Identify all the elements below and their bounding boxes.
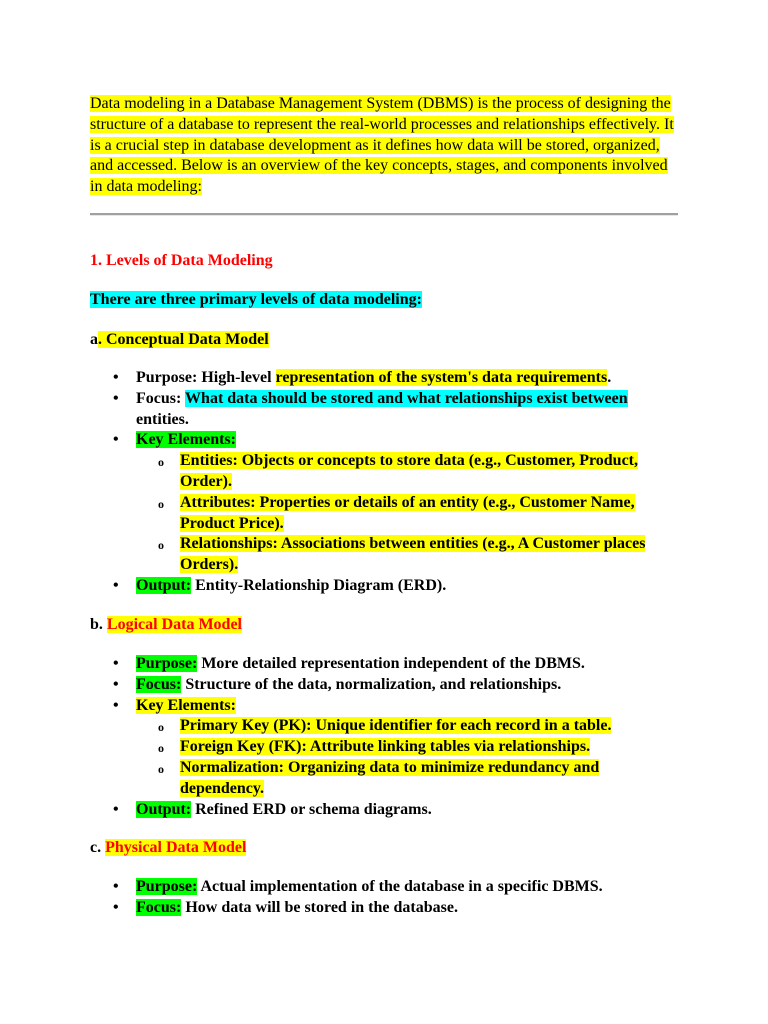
logical-purpose-label: Purpose: <box>136 655 198 672</box>
logical-heading <box>90 615 242 636</box>
conceptual-key-elements-item <box>90 430 690 576</box>
logical-key-elements-label: Key Elements: <box>136 696 236 714</box>
physical-focus-item <box>90 898 690 919</box>
levels-intro <box>90 290 422 311</box>
logical-output-item <box>90 800 690 821</box>
conceptual-heading <box>90 330 269 351</box>
conceptual-purpose-item <box>90 368 690 389</box>
logical-sub-text: Normalization: Organizing data to minimize redundancy and dependency. <box>180 758 600 797</box>
conceptual-sub-item <box>136 493 660 535</box>
conceptual-dot: . <box>98 331 102 348</box>
logical-list <box>90 654 690 820</box>
logical-sub-list <box>136 716 690 799</box>
physical-purpose-item <box>90 877 690 898</box>
logical-sub-item <box>136 758 660 800</box>
conceptual-sub-item <box>136 451 660 493</box>
logical-key-elements-item <box>90 696 690 800</box>
physical-heading <box>90 838 246 859</box>
conceptual-focus-label: Focus: <box>136 389 186 407</box>
physical-focus-text: How data will be stored in the database. <box>181 898 458 916</box>
conceptual-prefix: a <box>90 331 98 348</box>
conceptual-focus-cont: entities. <box>136 410 189 428</box>
logical-focus-label: Focus: <box>136 675 182 693</box>
physical-title: Physical Data Model <box>105 839 247 856</box>
intro-text: Data modeling in a Database Management System (DBMS) is the process of designing the structure of a database to represent the real-world processes and relationships effectively. It is a crucial step in database development as it defines how data will be stored, organized, and accessed. Below is an overview of the key concepts, stages, and components involved in data modeling: <box>90 95 674 196</box>
logical-focus-item <box>90 675 690 696</box>
conceptual-title-text: Conceptual Data Model <box>102 331 269 348</box>
logical-focus-text: Structure of the data, normalization, and relationships. <box>181 675 562 693</box>
conceptual-output-label: Output: <box>136 576 192 594</box>
conceptual-list <box>90 368 690 597</box>
conceptual-focus-item <box>90 389 690 431</box>
conceptual-sub-text: Relationships: Associations between entities (e.g., A Customer places Orders). <box>180 535 646 574</box>
logical-purpose-item <box>90 654 690 675</box>
conceptual-sub-text: Attributes: Properties or details of an entity (e.g., Customer Name, Product Price). <box>180 493 635 532</box>
physical-focus-label: Focus: <box>136 898 182 916</box>
conceptual-purpose-text: representation of the system's data requirements <box>275 369 608 386</box>
conceptual-title <box>98 331 269 348</box>
conceptual-purpose-end: . <box>607 369 612 386</box>
physical-purpose-label: Purpose: <box>136 878 198 895</box>
conceptual-sub-list <box>136 451 690 576</box>
conceptual-purpose-label: Purpose: High-level <box>136 369 276 386</box>
horizontal-divider <box>90 213 678 216</box>
logical-sub-text: Foreign Key (FK): Attribute linking tables via relationships. <box>180 738 591 756</box>
conceptual-output-item <box>90 576 690 597</box>
physical-prefix: c. <box>90 839 106 856</box>
logical-prefix: b. <box>90 616 107 633</box>
conceptual-key-elements-label: Key Elements: <box>136 431 236 449</box>
logical-title: Logical Data Model <box>106 616 242 633</box>
logical-output-label: Output: <box>136 800 192 818</box>
intro-paragraph <box>90 94 680 198</box>
logical-sub-text: Primary Key (PK): Unique identifier for each record in a table. <box>180 717 612 735</box>
logical-sub-item <box>136 737 660 758</box>
logical-output-text: Refined ERD or schema diagrams. <box>191 800 432 818</box>
conceptual-focus-text: What data should be stored and what relationships exist between <box>185 389 628 407</box>
physical-purpose-text: Actual implementation of the database in a specific DBMS. <box>197 878 603 895</box>
logical-purpose-text: More detailed representation independent of the DBMS. <box>197 655 585 672</box>
section-heading-levels: 1. Levels of Data Modeling <box>90 252 273 269</box>
conceptual-output-text: Entity-Relationship Diagram (ERD). <box>191 576 447 594</box>
physical-list <box>90 877 690 919</box>
logical-sub-item <box>136 716 660 737</box>
levels-intro-text: There are three primary levels of data modeling: <box>90 291 422 308</box>
conceptual-sub-item <box>136 534 660 576</box>
conceptual-sub-text: Entities: Objects or concepts to store data (e.g., Customer, Product, Order). <box>180 452 639 490</box>
